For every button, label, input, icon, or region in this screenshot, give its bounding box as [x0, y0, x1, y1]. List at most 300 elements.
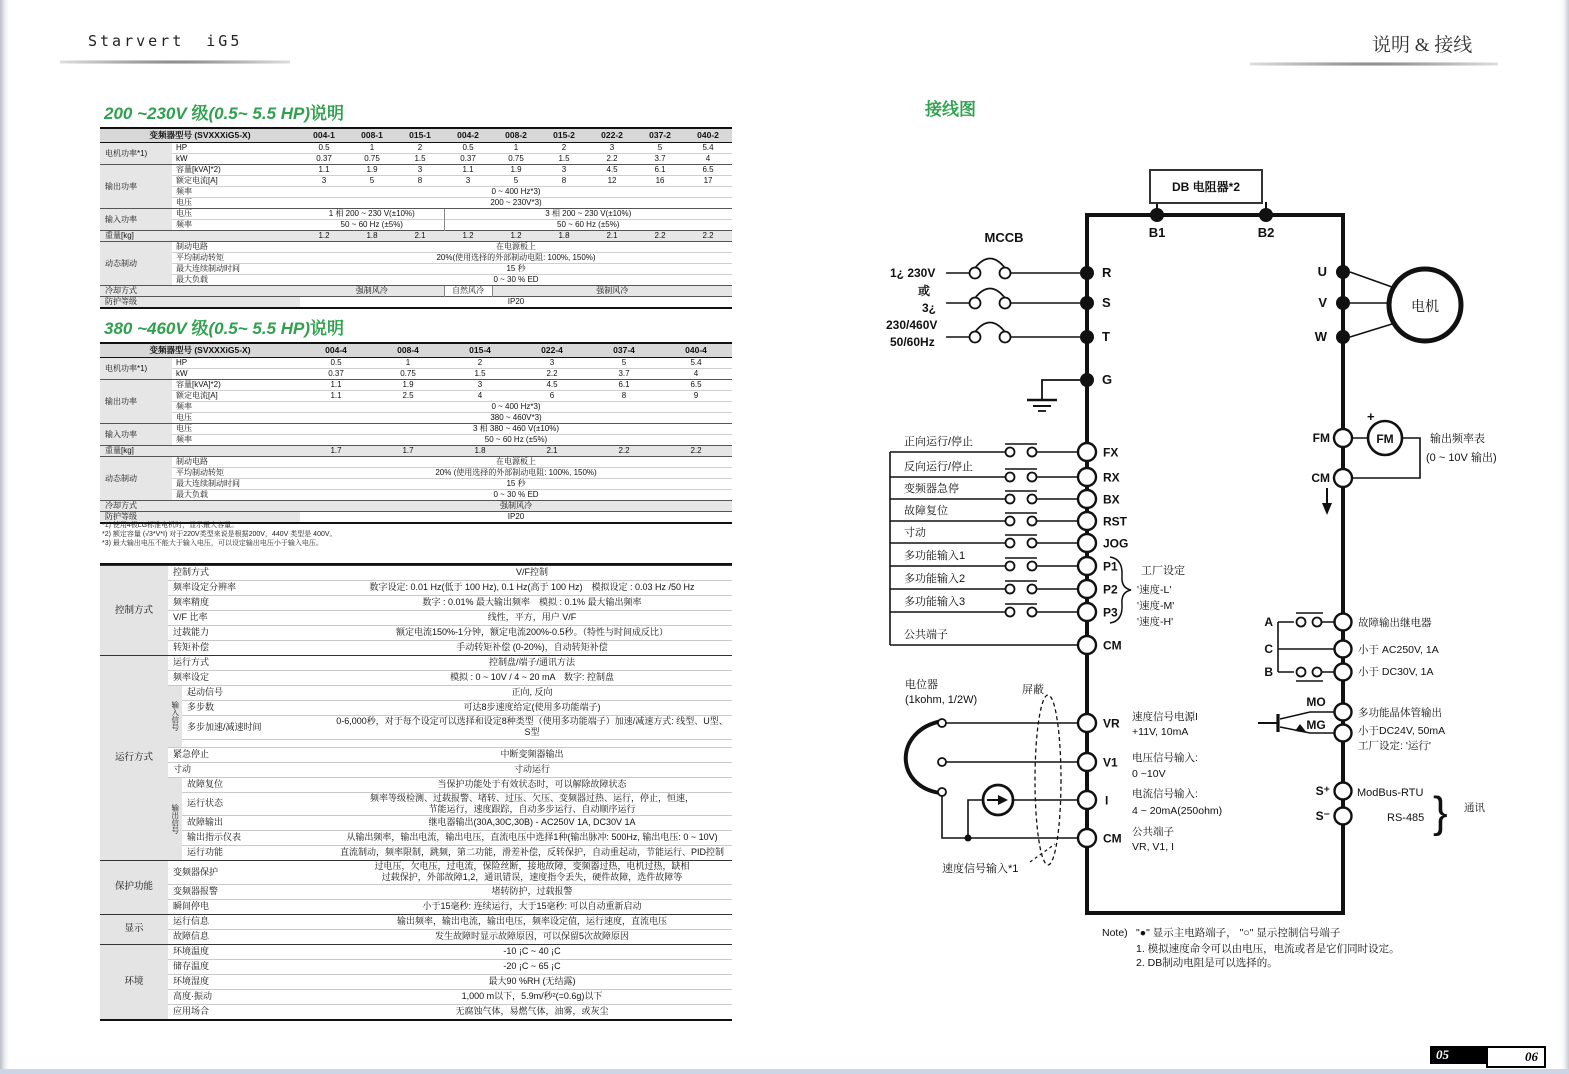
header-rule-left	[60, 60, 290, 64]
cm2-desc-2: VR, V1, I	[1132, 841, 1175, 853]
table-cell: 0.5	[300, 358, 372, 369]
table-cell: 1.9	[348, 165, 396, 176]
cm-function-label: 公共端子	[904, 629, 948, 641]
table-row	[100, 611, 732, 626]
page-edge-left	[0, 0, 9, 1074]
table-row	[100, 884, 732, 899]
table-cell: 0 ~ 30 % ED	[300, 490, 732, 501]
table-cell: 037-4	[588, 343, 660, 358]
spec-table-230v	[100, 127, 732, 309]
current-branch	[968, 800, 983, 838]
table-row	[100, 343, 732, 358]
table-row	[100, 762, 732, 777]
pot-wires	[946, 723, 1078, 762]
table-row	[100, 792, 732, 816]
table-cell: 从输出频率，输出电流，输出电压，直流电压中选择1种(输出脉冲: 500Hz, 输出电压: 0 ~ 10V)	[332, 831, 732, 846]
table-cell: kW	[172, 154, 300, 165]
freq-meter-label-1: 输出频率表	[1430, 433, 1485, 445]
terminal-p3-label: P3	[1103, 605, 1118, 620]
table-cell: 1.1	[300, 165, 348, 176]
table-cell: 1.1	[300, 380, 372, 391]
table-cell: 输出功率	[100, 380, 172, 424]
table-row	[100, 231, 732, 242]
table-cell: 频率设定	[168, 671, 332, 686]
table-cell: 008-4	[372, 343, 444, 358]
table-row	[100, 165, 732, 176]
table-cell: 6.5	[660, 380, 732, 391]
table-cell: 防护等级	[100, 512, 300, 523]
section-title-460v	[104, 314, 344, 339]
table-row	[100, 566, 732, 581]
terminal-vr-label: VR	[1103, 716, 1120, 731]
table-row	[100, 391, 732, 402]
table-cell: 输出功率	[100, 165, 172, 209]
freq-meter-label-2: (0 ~ 10V 输出)	[1426, 452, 1497, 464]
table-cell: 过电压，欠电压，过电流，保险丝断，接地故障，变频器过热，电机过热，缺相 过载保护，外部故障1,2，通讯错误，速度指令丢失，硬件故障，选件故障等	[332, 861, 732, 885]
table-cell: 8	[588, 391, 660, 402]
v1-desc-1: 电压信号输入:	[1132, 752, 1198, 764]
speed-h-label: '速度-H'	[1137, 616, 1174, 628]
table-cell: 最大90 %RH (无结露)	[332, 974, 732, 989]
table-row	[100, 846, 732, 861]
table-row	[100, 446, 732, 457]
jog-function-label: 寸动	[904, 527, 926, 539]
title2-hp: (0.5~ 5.5 HP)	[208, 319, 311, 338]
table-cell: 寸动	[168, 762, 332, 777]
table-cell: 强制风冷	[300, 501, 732, 512]
table-cell: 运行方式	[168, 656, 332, 671]
table-cell: 重量[kg]	[100, 231, 300, 242]
table-row	[100, 468, 732, 479]
table-cell: 15 秒	[300, 264, 732, 275]
table-cell: 频率	[172, 435, 300, 446]
motor-label: 电机	[1411, 298, 1439, 314]
table-cell: 040-2	[684, 128, 732, 143]
terminal-mo	[1335, 704, 1352, 721]
table-cell: 转矩补偿	[168, 641, 332, 656]
table-cell: 4	[444, 391, 516, 402]
table-cell: 输入功率	[100, 424, 172, 446]
table-cell: 冷却方式	[100, 286, 300, 297]
terminal-jog-label: JOG	[1103, 536, 1129, 551]
table-cell: 数字设定: 0.01 Hz(低于 100 Hz), 0.1 Hz(高于 100 Hz) 模拟设定 : 0.03 Hz /50 Hz	[332, 581, 732, 596]
terminal-t	[1080, 330, 1094, 344]
table-cell: 9	[660, 391, 732, 402]
table-row	[100, 286, 732, 297]
table-cell: 004-4	[300, 343, 372, 358]
terminal-b1	[1150, 208, 1164, 222]
table-cell: 应用场合	[168, 1004, 332, 1019]
table-cell: 频率	[172, 402, 300, 413]
table-cell: 4.5	[588, 165, 636, 176]
table-cell: 0.37	[300, 154, 348, 165]
table-row	[100, 358, 732, 369]
terminal-w	[1336, 330, 1350, 344]
table-cell: 8	[540, 176, 588, 187]
table-cell: 2.1	[396, 231, 444, 242]
transistor-desc-1: 多功能晶体管输出	[1358, 707, 1442, 719]
table-cell: 3.7	[588, 369, 660, 380]
table-general-spec	[100, 565, 732, 1019]
terminal-v1	[1078, 753, 1096, 771]
comm-brace-icon: }	[1433, 788, 1448, 837]
table-cell: 2.2	[636, 231, 684, 242]
table-row	[100, 626, 732, 641]
table-row	[100, 435, 732, 446]
table-cell: 频率等级检测、过载报警、堵转、过压、欠压、变频器过热、运行，停止，恒速， 节能运行，速度跟踪，自动多步运行、自动顺序运行	[332, 792, 732, 816]
table-cell: 2.1	[588, 231, 636, 242]
table-row	[100, 490, 732, 501]
table-cell: 12	[588, 176, 636, 187]
table-row	[100, 777, 732, 792]
table-cell: 2.2	[660, 446, 732, 457]
title2-class: 级	[191, 319, 209, 338]
terminal-rx-label: RX	[1103, 470, 1120, 485]
terminal-i-label: I	[1105, 793, 1109, 808]
terminal-rst-label: RST	[1103, 514, 1127, 529]
table-cell: 0.5	[444, 143, 492, 154]
table-cell	[182, 739, 332, 747]
table-cell: 6.1	[588, 380, 660, 391]
table-cell: 2.2	[588, 446, 660, 457]
title2-volt: 380 ~460V	[104, 319, 192, 338]
terminal-v1-label: V1	[1103, 755, 1118, 770]
down-arrow-icon	[1322, 488, 1332, 515]
table-cell: 变频器保护	[168, 861, 332, 885]
terminal-u-label: U	[1317, 264, 1327, 279]
table-cell: 起动信号	[182, 686, 332, 701]
table-cell: 200 ~ 230V*3)	[300, 198, 732, 209]
table-cell: 故障输出	[182, 816, 332, 831]
table-cell: 15 秒	[300, 479, 732, 490]
table-cell: 变频器报警	[168, 884, 332, 899]
table-cell: 20% (使用选择的外部制动电阻: 100%, 150%)	[300, 468, 732, 479]
footnote-3: *3) 最大输出电压不能大于输入电压，可以设定输出电压小于输入电压。	[102, 540, 323, 547]
table-row	[100, 242, 732, 253]
table-cell: 2	[444, 358, 516, 369]
rx-function-label: 反向运行/停止	[904, 461, 974, 473]
vr-desc-2: +11V, 10mA	[1132, 726, 1189, 738]
table-cell: 0.37	[444, 154, 492, 165]
table-cell: 3	[444, 176, 492, 187]
table-row	[100, 253, 732, 264]
table-cell: 重量[kg]	[100, 446, 300, 457]
table-cell: 运行功能	[182, 846, 332, 861]
table-row	[100, 220, 732, 231]
table-cell: 容量[kVA]*2)	[172, 380, 300, 391]
table-cell: 008-1	[348, 128, 396, 143]
relay-b-label: B	[1264, 665, 1273, 679]
table-cell: 1.2	[444, 231, 492, 242]
table-cell: 在电源板上	[300, 457, 732, 468]
terminal-b1-label: B1	[1148, 225, 1166, 240]
terminal-g	[1080, 373, 1094, 387]
title1-desc: 说明	[310, 104, 345, 123]
table-cell: 制动电路	[172, 242, 300, 253]
potentiometer-rating: (1kohm, 1/2W)	[905, 694, 978, 706]
current-source-icon	[983, 785, 1013, 815]
terminal-v	[1336, 296, 1350, 310]
table-cell: 037-2	[636, 128, 684, 143]
table-row	[100, 402, 732, 413]
speed-m-label: '速度-M'	[1137, 600, 1175, 612]
table-row	[100, 198, 732, 209]
table-cell: 变频器型号 (SVXXXiG5-X)	[100, 343, 300, 358]
relay-desc-2: 小于 AC250V, 1A	[1358, 644, 1439, 656]
terminal-cm2-label: CM	[1103, 831, 1122, 846]
terminal-mo-label: MO	[1306, 695, 1326, 709]
potentiometer-icon	[906, 719, 946, 796]
terminal-s-plus	[1335, 783, 1352, 800]
table-cell: 2	[540, 143, 588, 154]
table-cell: 1.8	[540, 231, 588, 242]
relay-c-label: C	[1264, 642, 1273, 656]
table-row	[100, 686, 732, 701]
note-line-2: 1. 模拟速度命令可以由电压，电流或者是它们同时设定。	[1136, 943, 1400, 955]
potentiometer-label: 电位器	[905, 679, 938, 691]
table-cell: 故障信息	[168, 929, 332, 944]
table-cell: 输入功率	[100, 209, 172, 231]
db-resistor-label: DB 电阻器*2	[1171, 180, 1241, 194]
table-cell: 1.7	[300, 446, 372, 457]
table-cell: 无腐蚀气体，易燃气体，油雾，或灰尘	[332, 1004, 732, 1019]
table-cell: 最大连续制动时间	[172, 479, 300, 490]
page-number-left: 05	[1430, 1046, 1486, 1064]
table-cell: 频率精度	[168, 596, 332, 611]
table-cell: 3	[516, 358, 588, 369]
table-row	[100, 989, 732, 1004]
relay-desc-3: 小于 DC30V, 1A	[1358, 666, 1434, 678]
note-prefix: Note)	[1102, 927, 1128, 939]
table-row	[100, 581, 732, 596]
table-cell: 输入信号	[168, 686, 182, 748]
terminal-b2-label: B2	[1257, 225, 1275, 240]
cm2-desc-1: 公共端子	[1132, 826, 1174, 838]
table-row	[100, 128, 732, 143]
table-cell: 0.75	[372, 369, 444, 380]
table-cell: 寸动运行	[332, 762, 732, 777]
db-resistor	[1150, 170, 1266, 215]
table-cell: 输出频率，输出电流，输出电压，频率设定值，运行速度，直流电压	[332, 914, 732, 929]
factory-setting-label: 工厂设定	[1141, 565, 1185, 577]
table-cell: 2.2	[588, 154, 636, 165]
table-380-460v	[100, 342, 732, 522]
table-row	[100, 816, 732, 831]
table-cell: 1 相 200 ~ 230 V(±10%)	[300, 209, 444, 220]
fm-meter-icon	[1367, 409, 1402, 455]
table-cell: 2.1	[516, 446, 588, 457]
terminal-r	[1080, 266, 1094, 280]
table-cell: 1	[492, 143, 540, 154]
table-cell: 5	[636, 143, 684, 154]
table-cell: 20%(使用选择的外部制动电阻: 100%, 150%)	[300, 253, 732, 264]
terminal-s-plus-label: S⁺	[1315, 784, 1330, 798]
table-cell: 0-6,000秒，对于每个设定可以选择和设定8种类型（使用多功能端子）加速/减速方式: 线型、U型、S型	[332, 716, 732, 740]
table-cell: 0.75	[348, 154, 396, 165]
p3-function-label: 多功能输入3	[904, 596, 966, 608]
terminal-b2	[1259, 208, 1273, 222]
table-cell: 多步加速/减速时间	[182, 716, 332, 740]
i-desc-2: 4 ~ 20mA(250ohm)	[1132, 805, 1223, 817]
table-cell: 3	[540, 165, 588, 176]
table-cell: 3	[300, 176, 348, 187]
terminal-w-label: W	[1314, 329, 1327, 344]
table-cell: 电压	[172, 198, 300, 209]
table-cell: -20 ¡C ~ 65 ¡C	[332, 959, 732, 974]
table-cell: 5	[492, 176, 540, 187]
table-cell: 控制方式	[168, 566, 332, 581]
table-cell: 3 相 200 ~ 230 V(±10%)	[444, 209, 732, 220]
table-cell: 1.1	[300, 391, 372, 402]
terminal-s-minus-label: S⁻	[1315, 809, 1330, 823]
mccb-label: MCCB	[984, 230, 1024, 245]
terminal-cm2	[1078, 829, 1096, 847]
terminal-mg-label: MG	[1306, 718, 1326, 732]
table-cell: 控制盘/端子/通讯方法	[332, 656, 732, 671]
table-cell: 015-2	[540, 128, 588, 143]
table-cell: 1.2	[300, 231, 348, 242]
table-cell: 平均制动转矩	[172, 253, 300, 264]
table-cell: 5	[588, 358, 660, 369]
table-cell	[332, 739, 732, 747]
mccb-breaker-icon	[946, 259, 1080, 343]
table-cell: 8	[396, 176, 444, 187]
table-row	[100, 380, 732, 391]
table-cell: 004-1	[300, 128, 348, 143]
table-row	[100, 176, 732, 187]
terminal-v-label: V	[1318, 295, 1327, 310]
terminal-s-minus	[1335, 808, 1352, 825]
table-cell: 自然风冷	[444, 286, 492, 297]
table-cell: 当保护功能处于有效状态时，可以解除故障状态	[332, 777, 732, 792]
input-freq-label: 50/60Hz	[890, 335, 935, 349]
table-cell: 0 ~ 400 Hz*3)	[300, 187, 732, 198]
table-cell: 动态制动	[100, 457, 172, 501]
title1-volt: 200 ~230V	[104, 104, 192, 123]
table-cell: kW	[172, 369, 300, 380]
terminal-fm-label: FM	[1312, 431, 1330, 445]
table-cell: 频率	[172, 187, 300, 198]
speed-signal-leader	[1030, 844, 1055, 862]
table-cell: 制动电路	[172, 457, 300, 468]
terminal-mg	[1335, 725, 1352, 742]
table-row	[100, 929, 732, 944]
table-cell: 5	[348, 176, 396, 187]
ground-icon	[1027, 380, 1080, 411]
speed-l-label: '速度-L'	[1137, 584, 1172, 596]
table-cell: 380 ~ 460V*3)	[300, 413, 732, 424]
table-row	[100, 275, 732, 286]
table-cell: 1.5	[540, 154, 588, 165]
terminal-vr	[1078, 714, 1096, 732]
bx-function-label: 变频器急停	[904, 483, 959, 495]
table-row	[100, 209, 732, 220]
table-cell: 手动转矩补偿 (0-20%)，自动转矩补偿	[332, 641, 732, 656]
wiring-diagram-title: 接线图	[925, 100, 976, 119]
table-cell: 1.1	[444, 165, 492, 176]
table-cell: 50 ~ 60 Hz (±5%)	[444, 220, 732, 231]
terminal-t-label: T	[1102, 329, 1110, 344]
table-row	[100, 974, 732, 989]
table-cell: 电压	[172, 413, 300, 424]
table-cell: 4.5	[516, 380, 588, 391]
table-cell: 015-1	[396, 128, 444, 143]
table-cell: V/F 比率	[168, 611, 332, 626]
table-cell: 6	[516, 391, 588, 402]
shield-label: 屏蔽	[1022, 684, 1044, 696]
table-cell: 储存温度	[168, 959, 332, 974]
terminal-i	[1078, 791, 1096, 809]
table-row	[100, 154, 732, 165]
table-cell: 可达8步速度给定(使用多功能端子)	[332, 701, 732, 716]
table-cell: 显示	[100, 914, 168, 944]
table-cell: HP	[172, 358, 300, 369]
shield-icon	[1035, 695, 1061, 865]
table-cell: 高度·振动	[168, 989, 332, 1004]
table-cell: IP20	[300, 512, 732, 523]
terminal-s-label: S	[1102, 295, 1111, 310]
plus-sign: +	[1367, 409, 1375, 424]
table-cell: 1.5	[396, 154, 444, 165]
table-cell: 6.5	[684, 165, 732, 176]
table-cell: 环境	[100, 944, 168, 1019]
table-cell: 2.2	[516, 369, 588, 380]
table-cell: 022-2	[588, 128, 636, 143]
table-cell: 6.1	[636, 165, 684, 176]
speed-signal-input-label: 速度信号输入*1	[942, 863, 1019, 875]
vr-desc-1: 速度信号电源I	[1132, 711, 1198, 723]
table-cell: 1.8	[348, 231, 396, 242]
table-cell: 小于15毫秒: 连续运行，大于15毫秒: 可以自动重新启动	[332, 899, 732, 914]
p2-function-label: 多功能输入2	[904, 573, 966, 585]
table-cell: 模拟 : 0 ~ 10V / 4 ~ 20 mA 数字: 控制盘	[332, 671, 732, 686]
table-cell: V/F控制	[332, 566, 732, 581]
table-cell: 0.37	[300, 369, 372, 380]
table-cell: HP	[172, 143, 300, 154]
table-cell: 电压	[172, 209, 300, 220]
table-cell: 0 ~ 30 % ED	[300, 275, 732, 286]
terminal-cm-label: CM	[1103, 638, 1122, 653]
table-cell: 运行方式	[100, 656, 168, 861]
table-cell: 运行状态	[182, 792, 332, 816]
footnote-2: *2) 额定容量 (√3*V*I) 对于220V类型来说是根据200V，440V 类型是 400V。	[102, 531, 337, 538]
table-cell: 2	[396, 143, 444, 154]
table-row	[100, 457, 732, 468]
table-cell: 额定电流[A]	[172, 391, 300, 402]
table-cell: 额定电流150%-1分钟，额定电流200%-0.5秒。（特性与时间成反比）	[332, 626, 732, 641]
table-cell: 1.9	[372, 380, 444, 391]
table-row	[100, 413, 732, 424]
table-cell: 008-2	[492, 128, 540, 143]
table-cell: 直流制动，频率限制，跳频，第二功能，滑差补偿，反转保护，自动重起动，节能运行、PID控制	[332, 846, 732, 861]
table-cell: 040-4	[660, 343, 732, 358]
table-row	[100, 1004, 732, 1019]
p1-function-label: 多功能输入1	[904, 550, 966, 562]
page-number-right: 06	[1486, 1046, 1546, 1068]
input-phase1-label: 1¿ 230V	[890, 266, 936, 280]
table-cell: 2.5	[372, 391, 444, 402]
relay-a-label: A	[1264, 615, 1273, 629]
terminal-cmr	[1334, 469, 1352, 487]
table-cell: 环境温度	[168, 944, 332, 959]
brand-title: Starvert iG5	[88, 32, 243, 50]
modbus-label: ModBus-RTU	[1357, 787, 1424, 799]
terminal-r-label: R	[1102, 265, 1112, 280]
table-row	[100, 656, 732, 671]
input-voltage-label: 230/460V	[886, 318, 938, 332]
table-cell: 强制风冷	[300, 286, 444, 297]
note-line-1: "●" 显示主电路端子， "○" 显示控制信号端子	[1136, 927, 1341, 939]
